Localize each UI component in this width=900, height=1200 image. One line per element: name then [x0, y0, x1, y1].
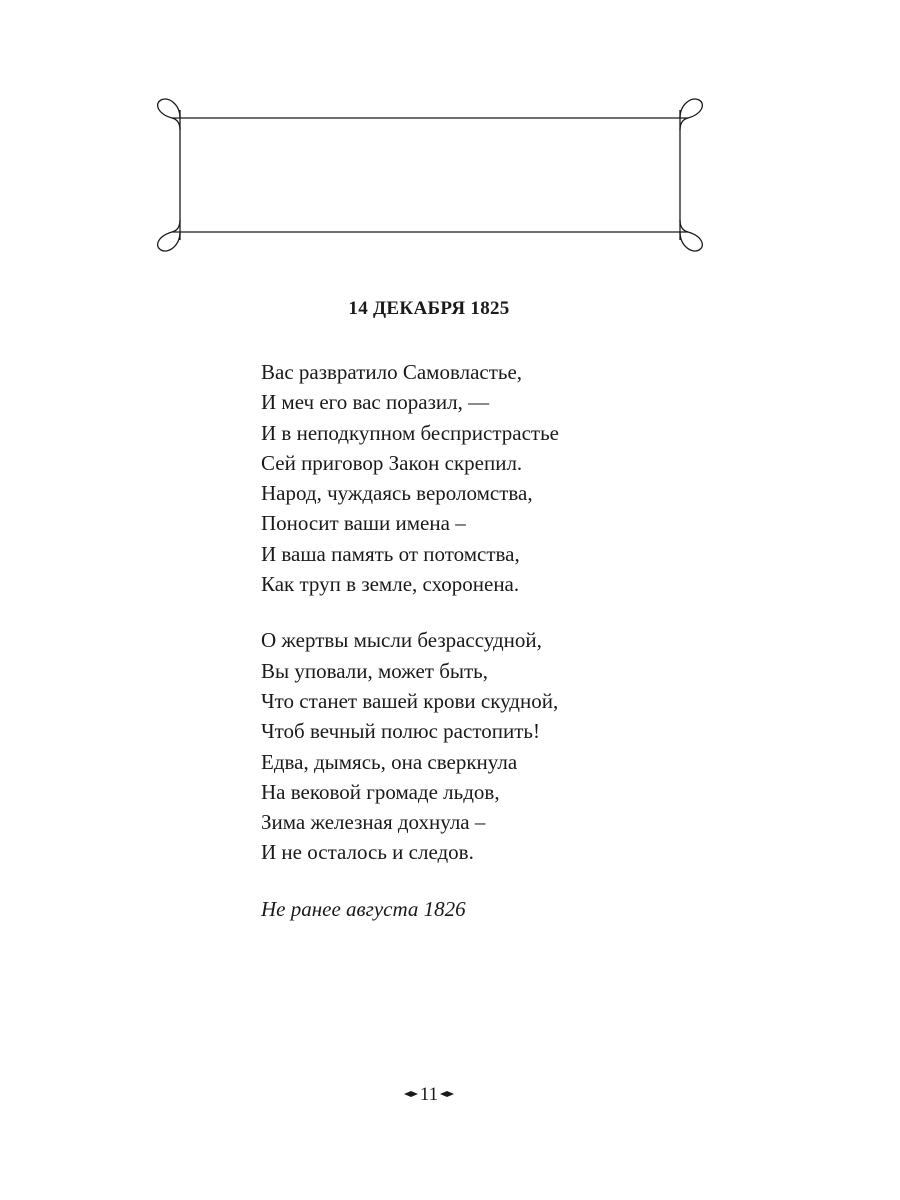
page-number-footer	[0, 1080, 858, 1110]
diamond-ornament-left-icon	[404, 1089, 418, 1099]
poem-line: Поносит ваши имена –	[261, 511, 466, 536]
poem-line: Зима железная дохнула –	[261, 810, 486, 835]
poem-line: Сей приговор Закон скрепил.	[261, 450, 523, 475]
page-number: 11	[419, 1084, 439, 1105]
poem-line: О жертвы мысли безрассудной,	[261, 628, 542, 653]
poem-line: И ваша память от потомства,	[261, 541, 520, 566]
poem-line: Народ, чуждаясь вероломства,	[261, 481, 533, 506]
poem-line: На вековой громаде льдов,	[261, 779, 500, 804]
stanza-1	[261, 357, 781, 599]
poem-date: Не ранее августа 1826	[261, 896, 466, 921]
stanza-2	[261, 625, 781, 867]
poem-line: Вас развратило Самовластье,	[261, 360, 523, 384]
ornamental-frame	[150, 90, 710, 260]
poem-line: Едва, дымясь, она сверкнула	[261, 749, 518, 774]
poem-line: И не осталось и следов.	[261, 840, 474, 865]
diamond-ornament-right-icon	[440, 1089, 454, 1099]
poem-line: И в неподкупном беспристрастье	[261, 420, 559, 445]
poem-line: Что станет вашей крови скудной,	[261, 688, 559, 713]
poem-line: Чтоб вечный полюс растопить!	[261, 719, 540, 744]
poem-line: Вы уповали, может быть,	[261, 658, 489, 683]
poem-title: 14 ДЕКАБРЯ 1825	[348, 298, 510, 319]
poem-line: И меч его вас поразил, —	[261, 390, 490, 415]
poem-line: Как труп в земле, схоронена.	[261, 572, 520, 597]
poem-body	[261, 357, 781, 924]
